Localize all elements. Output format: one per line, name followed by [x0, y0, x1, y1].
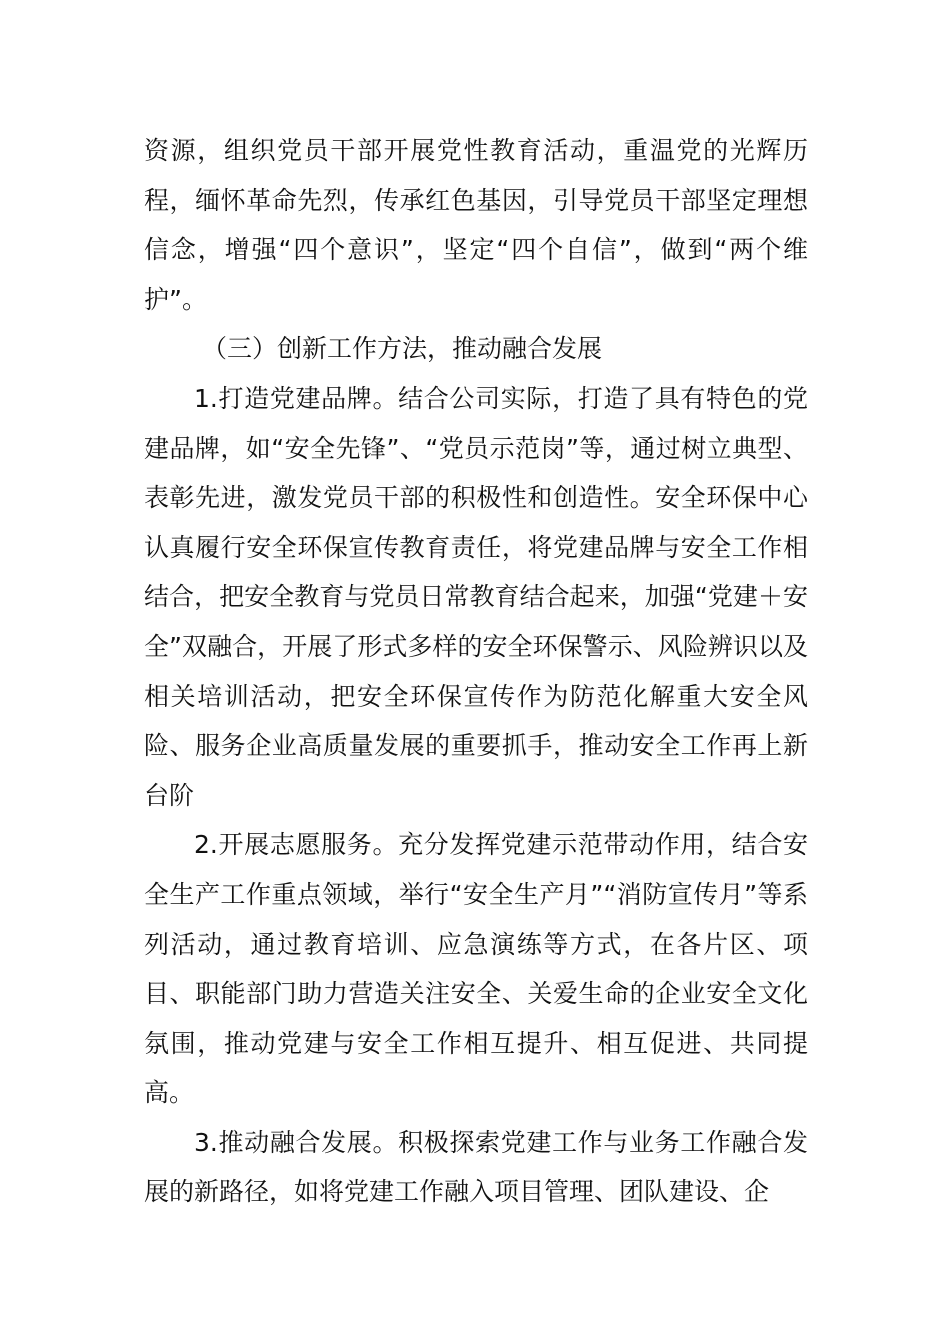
document-page — [144, 126, 808, 1217]
section-heading: （三）创新工作方法，推动融合发展 — [202, 334, 603, 364]
paragraph-item-3: 3.推动融合发展。积极探索党建工作与业务工作融合发展的新路径，如将党建工作融入项目管理、团队建设、企 — [144, 1127, 808, 1207]
paragraph-item-1: 1.打造党建品牌。结合公司实际，打造了具有特色的党建品牌，如“安全先锋”、“党员示范岗”等，通过树立典型、表彰先进，激发党员干部的积极性和创造性。安全环保中心认真履行安全环保宣传教育责任，将党建品牌与安全工作相结合，把安全教育与党员日常教育结合起来，加强“党建＋安全”双融合，开展了形式多样的安全环保警示、风险辨识以及相关培训活动，把安全环保宣传作为防范化解重大安全风险、服务企业高质量发展的重要抓手，推动安全工作再上新台阶 — [144, 383, 808, 810]
paragraph-item-2: 2.开展志愿服务。充分发挥党建示范带动作用，结合安全生产工作重点领域，举行“安全生产月”“消防宣传月”等系列活动，通过教育培训、应急演练等方式，在各片区、项目、职能部门助力营造关注安全、关爱生命的企业安全文化氛围，推动党建与安全工作相互提升、相互促进、共同提高。 — [144, 830, 808, 1108]
paragraph-continuation: 资源，组织党员干部开展党性教育活动，重温党的光辉历程，缅怀革命先烈，传承红色基因，引导党员干部坚定理想信念，增强“四个意识”，坚定“四个自信”，做到“两个维护”。 — [144, 136, 808, 314]
